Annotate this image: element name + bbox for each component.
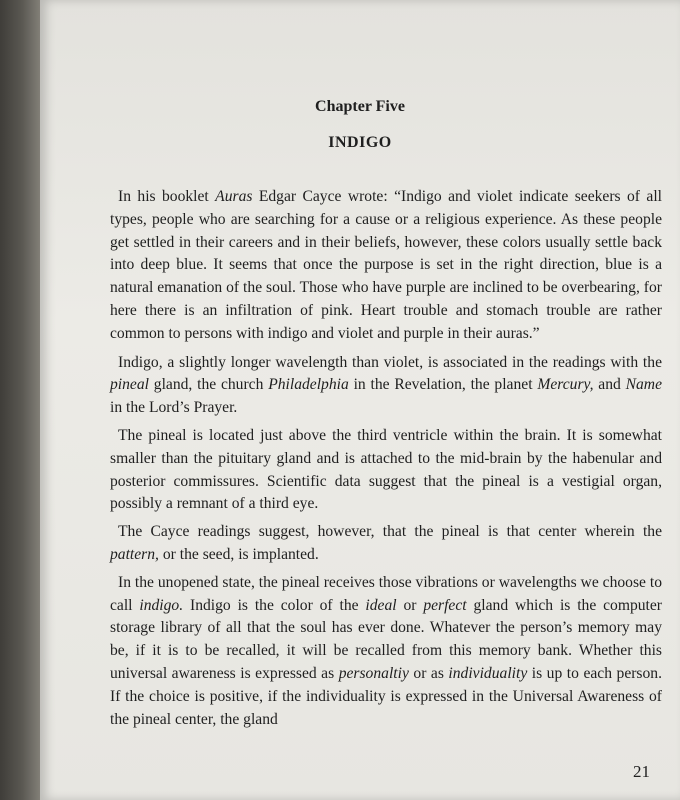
text-run: Indigo, a slightly longer wavelength than violet, is associated in the readings with the <box>118 353 662 371</box>
text-run: or as <box>408 664 449 682</box>
text-run: or the seed, is implanted. <box>158 545 319 563</box>
paragraph <box>110 521 662 567</box>
paragraph <box>110 425 662 516</box>
page-number: 21 <box>633 762 650 781</box>
italic-run: Mercury, <box>537 376 594 394</box>
text-run: The pineal is located just above the third ventricle within the brain. It is somewhat smaller than the pituitary gland and is attached to the mid-brain by the habenular and posterior commissures. Scientific data suggest that the pineal is a vestigial organ, possibly a remnant of a third eye. <box>110 426 662 513</box>
book-page <box>40 0 680 800</box>
text-run: In his booklet <box>118 188 216 205</box>
text-run: in the Revelation, the planet <box>348 376 538 394</box>
italic-run: pattern, <box>110 545 159 563</box>
paragraph <box>110 186 662 346</box>
text-run: Edgar Cayce wrote: “Indigo and violet indicate seekers of all types, people who are searching for a cause or a religious experience. As these people get settled in their careers and in their beliefs, however, these colors usually settle back into deep blue. It seems that once the purpose is set in the right direction, blue is a natural emanation of the soul. Those who have purple are inclined to be overbearing, for here there is an infiltration of pink. Heart trouble and stomach trouble are rather common to persons with indigo and violet and purple in their auras.” <box>110 188 662 342</box>
paragraph <box>110 352 662 420</box>
text-run: The Cayce readings suggest, however, that the pineal is that center wherein the <box>118 523 662 541</box>
text-run: gland which is the computer storage library of all that the soul has ever done. Whatever the person’s memory may be, if it is to be recalled, it will be recalled from this memory bank. Whether this universal awareness is expressed as <box>110 596 662 682</box>
italic-run: pineal <box>110 376 149 394</box>
italic-run: Philadelphia <box>268 376 349 394</box>
chapter-title: INDIGO <box>328 134 392 151</box>
text-run: is up to each person. If the choice is positive, if the individuality is expressed in the Universal Awareness of the pineal center, the gland <box>110 664 662 728</box>
chapter-label: Chapter Five <box>315 98 405 115</box>
text-run: and <box>593 376 626 394</box>
paragraph <box>110 572 662 732</box>
text-run: In the unopened state, the pineal receives those vibrations or wavelengths we choose to call <box>110 573 662 614</box>
italic-run: indigo. <box>139 596 184 614</box>
text-run: or <box>396 596 424 614</box>
text-run: in the Lord’s Prayer. <box>110 399 238 417</box>
italic-run: Name <box>625 376 662 394</box>
italic-run: perfect <box>423 596 467 614</box>
italic-run: ideal <box>365 596 397 614</box>
italic-run: Auras <box>215 188 253 205</box>
italic-run: individuality <box>448 664 528 682</box>
book-spine-edge <box>0 0 44 800</box>
text-run: Indigo is the color of the <box>183 596 366 614</box>
body-text <box>110 186 662 736</box>
text-run: gland, the church <box>148 376 269 394</box>
italic-run: personaltiy <box>338 664 409 682</box>
